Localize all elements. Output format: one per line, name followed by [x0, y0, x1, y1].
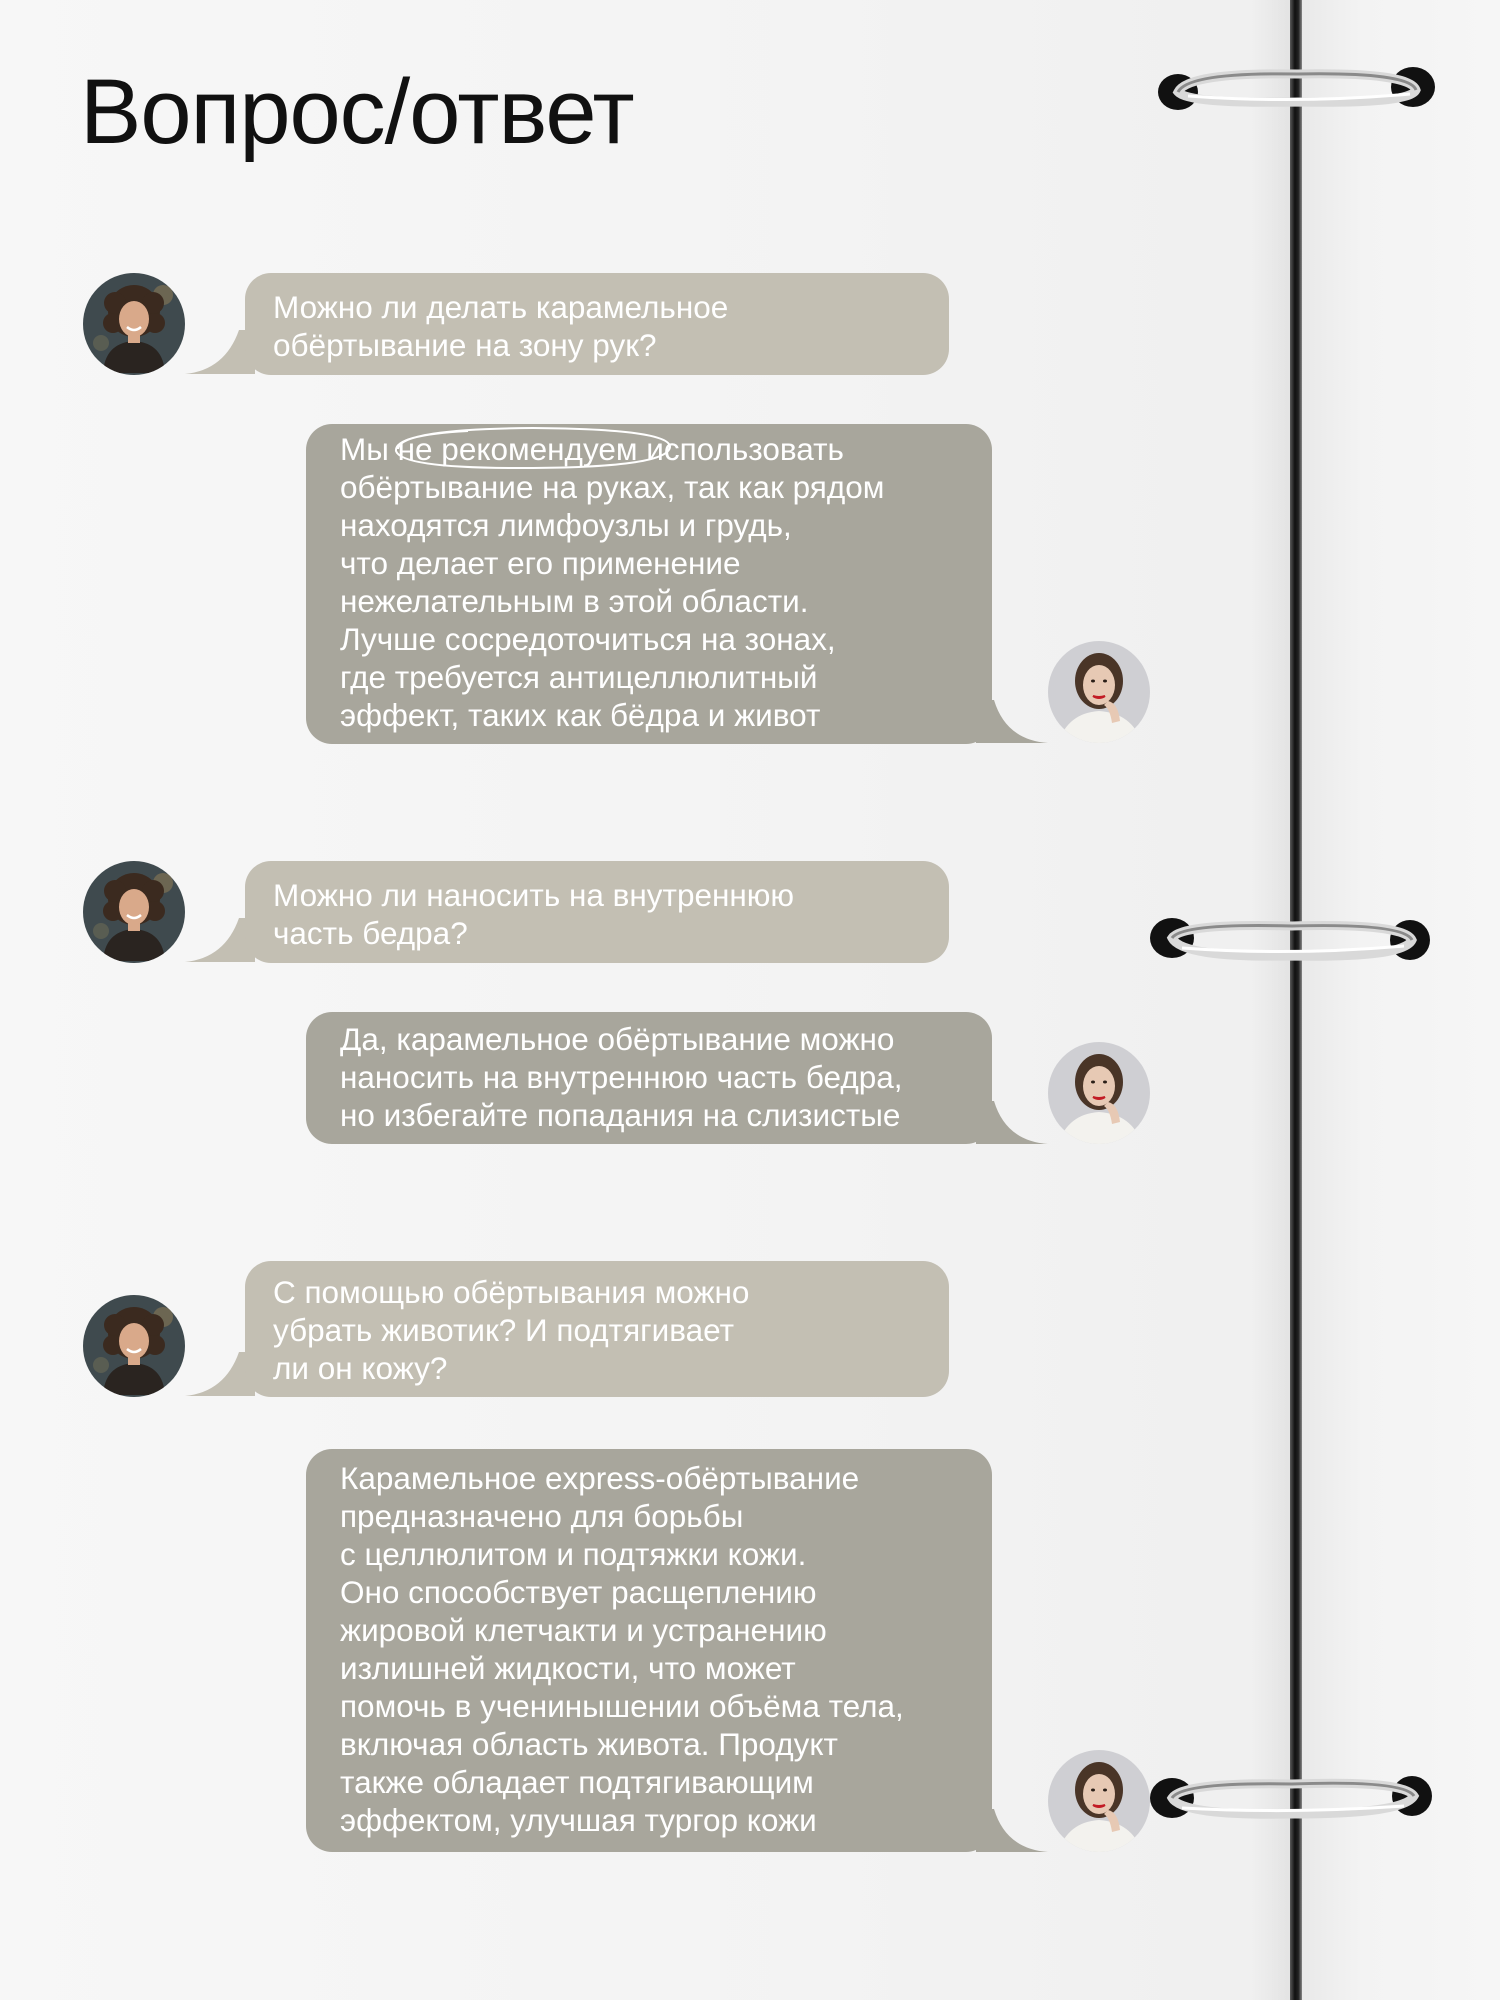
woman-curly-hair-icon — [83, 273, 185, 375]
question-bubble: С помощью обёртывания можно убрать животик? И подтягивает ли он кожу? — [245, 1261, 949, 1397]
expert-avatar — [1048, 1750, 1150, 1852]
answer-bubble: Карамельное express-обёртывание предназначено для борьбы с целлюлитом и подтяжки кожи. Оно способствует расщеплению жировой клетчакти и устранению излишней жидкости, что может помочь в ученинышении объёма тела, включая область живота. Продукт также обладает подтягивающим эффектом, улучшая тургор кожи — [306, 1449, 992, 1852]
client-avatar — [83, 1295, 185, 1397]
notebook-next-page — [1300, 0, 1500, 2000]
expert-avatar — [1048, 1042, 1150, 1144]
binder-ring-icon — [1142, 898, 1432, 988]
question-bubble: Можно ли наносить на внутреннюю часть бедра? — [245, 861, 949, 963]
binder-ring-icon — [1148, 42, 1438, 132]
expert-avatar — [1048, 641, 1150, 743]
woman-red-lips-icon — [1048, 641, 1150, 743]
question-bubble: Можно ли делать карамельное обёртывание на зону рук? — [245, 273, 949, 375]
client-avatar — [83, 273, 185, 375]
spine-shadow — [1250, 0, 1290, 2000]
client-avatar — [83, 861, 185, 963]
answer-bubble: Мы не рекомендуем использовать обёртывание на руках, так как рядом находятся лимфоузлы и грудь, что делает его применение нежелательным в этой области. Лучше сосредоточиться на зонах, где требуется антицеллюлитный эффект, таких как бёдра и живот — [306, 424, 992, 744]
woman-curly-hair-icon — [83, 1295, 185, 1397]
woman-curly-hair-icon — [83, 861, 185, 963]
notebook-spine — [1290, 0, 1302, 2000]
woman-red-lips-icon — [1048, 1750, 1150, 1852]
binder-ring-icon — [1142, 1756, 1432, 1846]
answer-bubble: Да, карамельное обёртывание можно наносить на внутреннюю часть бедра, но избегайте попадания на слизистые — [306, 1012, 992, 1144]
page-title: Вопрос/ответ — [80, 61, 634, 163]
woman-red-lips-icon — [1048, 1042, 1150, 1144]
